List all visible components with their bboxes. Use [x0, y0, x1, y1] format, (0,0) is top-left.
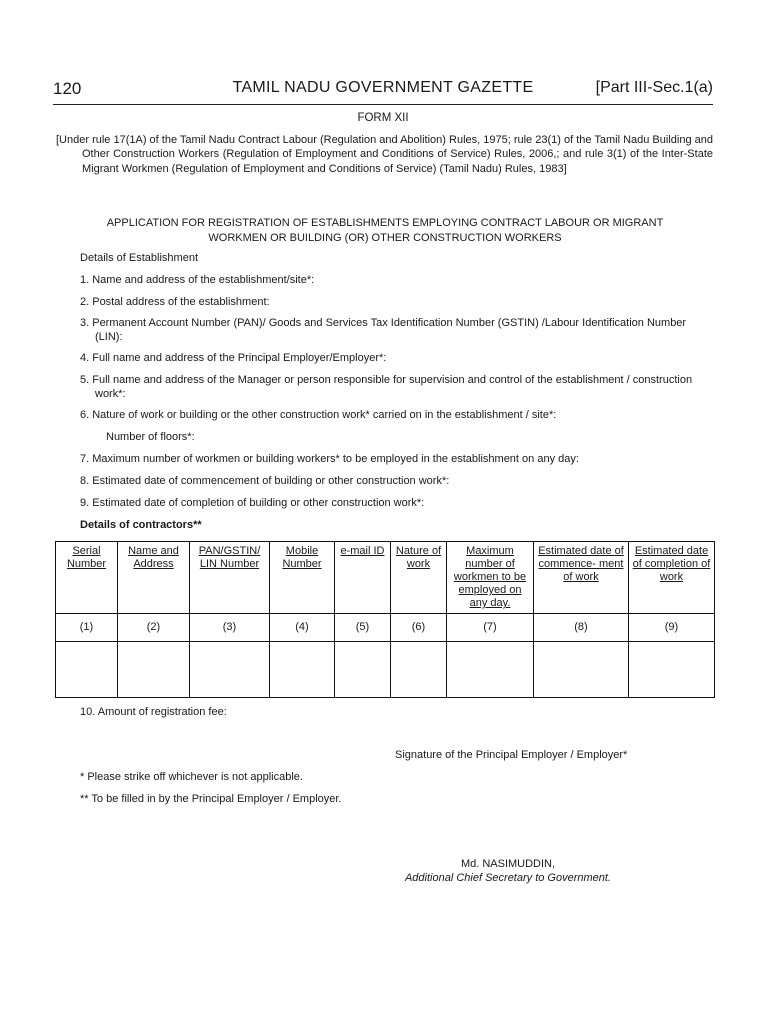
- header-rule: [53, 104, 713, 105]
- column-header: Mobile Number: [270, 542, 335, 614]
- column-header: Estimated date of completion of work: [629, 542, 715, 614]
- signature-line: Signature of the Principal Employer / Employer*: [395, 749, 628, 761]
- blank-cell: [190, 642, 270, 698]
- part-label: [Part III-Sec.1(a): [595, 79, 713, 96]
- item-10: 10. Amount of registration fee:: [80, 706, 227, 718]
- signatory-designation: Additional Chief Secretary to Government.: [404, 872, 612, 884]
- column-number: (8): [534, 614, 629, 642]
- footnote-1: * Please strike off whichever is not applicable.: [80, 771, 303, 783]
- column-number: (3): [190, 614, 270, 642]
- blank-cell: [391, 642, 447, 698]
- item-4: 4. Full name and address of the Principal Employer/Employer*:: [80, 352, 387, 364]
- footnote-2: ** To be filled in by the Principal Employer / Employer.: [80, 793, 342, 805]
- item-1: 1. Name and address of the establishment/site*:: [80, 274, 315, 286]
- blank-cell: [629, 642, 715, 698]
- column-number: (9): [629, 614, 715, 642]
- gazette-title: TAMIL NADU GOVERNMENT GAZETTE: [232, 79, 534, 96]
- page-number: 120: [53, 79, 82, 98]
- column-header: Name and Address: [118, 542, 190, 614]
- blank-cell: [118, 642, 190, 698]
- item-8: 8. Estimated date of commencement of building or other construction work*:: [80, 475, 450, 487]
- form-number: FORM XII: [357, 112, 409, 124]
- item-6: 6. Nature of work or building or the other construction work* carried on in the establishment / site*:: [80, 409, 557, 421]
- number-of-floors: Number of floors*:: [106, 431, 195, 443]
- preamble-text: [Under rule 17(1A) of the Tamil Nadu Contract Labour (Regulation and Abolition) Rules, 1975; rule 23(1) of the Tamil Nadu Building and Other Construction Workers (Regulation of Employment and Conditions of Service) Rules, 2006,; and rule 3(1) of the Inter-State Migrant Workmen (Regulation of Employment and Conditions of Service) (Tamil Nadu) Rules, 1983]: [56, 134, 713, 175]
- column-number: (1): [56, 614, 118, 642]
- table-blank-row: [56, 642, 715, 698]
- table-number-row: [56, 614, 715, 642]
- item-5-text: 5. Full name and address of the Manager or person responsible for supervision and control of the establishment / construction work*:: [80, 374, 693, 400]
- column-header: Serial Number: [56, 542, 118, 614]
- signatory-name: Md. NASIMUDDIN,: [460, 858, 556, 870]
- blank-cell: [335, 642, 391, 698]
- heading-line-1: APPLICATION FOR REGISTRATION OF ESTABLISHMENTS EMPLOYING CONTRACT LABOUR OR MIGRANT: [106, 217, 664, 229]
- table-header-row: [56, 542, 715, 614]
- column-number: (6): [391, 614, 447, 642]
- item-3-text: 3. Permanent Account Number (PAN)/ Goods and Services Tax Identification Number (GSTIN) /Labour Identification Number (LIN):: [80, 317, 687, 343]
- column-number: (7): [447, 614, 534, 642]
- page-header: [53, 79, 713, 105]
- column-header: Nature of work: [391, 542, 447, 614]
- preamble: [56, 133, 713, 176]
- column-number: (2): [118, 614, 190, 642]
- column-number: (4): [270, 614, 335, 642]
- item-2: 2. Postal address of the establishment:: [80, 296, 270, 308]
- column-header: Estimated date of commence- ment of work: [534, 542, 629, 614]
- contractors-table: [55, 541, 715, 698]
- item-9: 9. Estimated date of completion of building or other construction work*:: [80, 497, 425, 509]
- blank-cell: [56, 642, 118, 698]
- column-header: PAN/GSTIN/ LIN Number: [190, 542, 270, 614]
- item-5: [80, 374, 710, 401]
- item-3: [80, 317, 710, 344]
- signatory: [395, 857, 621, 885]
- blank-cell: [534, 642, 629, 698]
- column-header: e-mail ID: [335, 542, 391, 614]
- contractors-label: Details of contractors**: [80, 519, 202, 531]
- details-label: Details of Establishment: [80, 252, 198, 264]
- blank-cell: [447, 642, 534, 698]
- blank-cell: [270, 642, 335, 698]
- column-header: Maximum number of workmen to be employed on any day.: [447, 542, 534, 614]
- column-number: (5): [335, 614, 391, 642]
- heading-line-2: WORKMEN OR BUILDING (OR) OTHER CONSTRUCTION WORKERS: [208, 231, 562, 244]
- item-7: 7. Maximum number of workmen or building workers* to be employed in the establishment on any day:: [80, 453, 579, 465]
- application-heading: [75, 216, 695, 245]
